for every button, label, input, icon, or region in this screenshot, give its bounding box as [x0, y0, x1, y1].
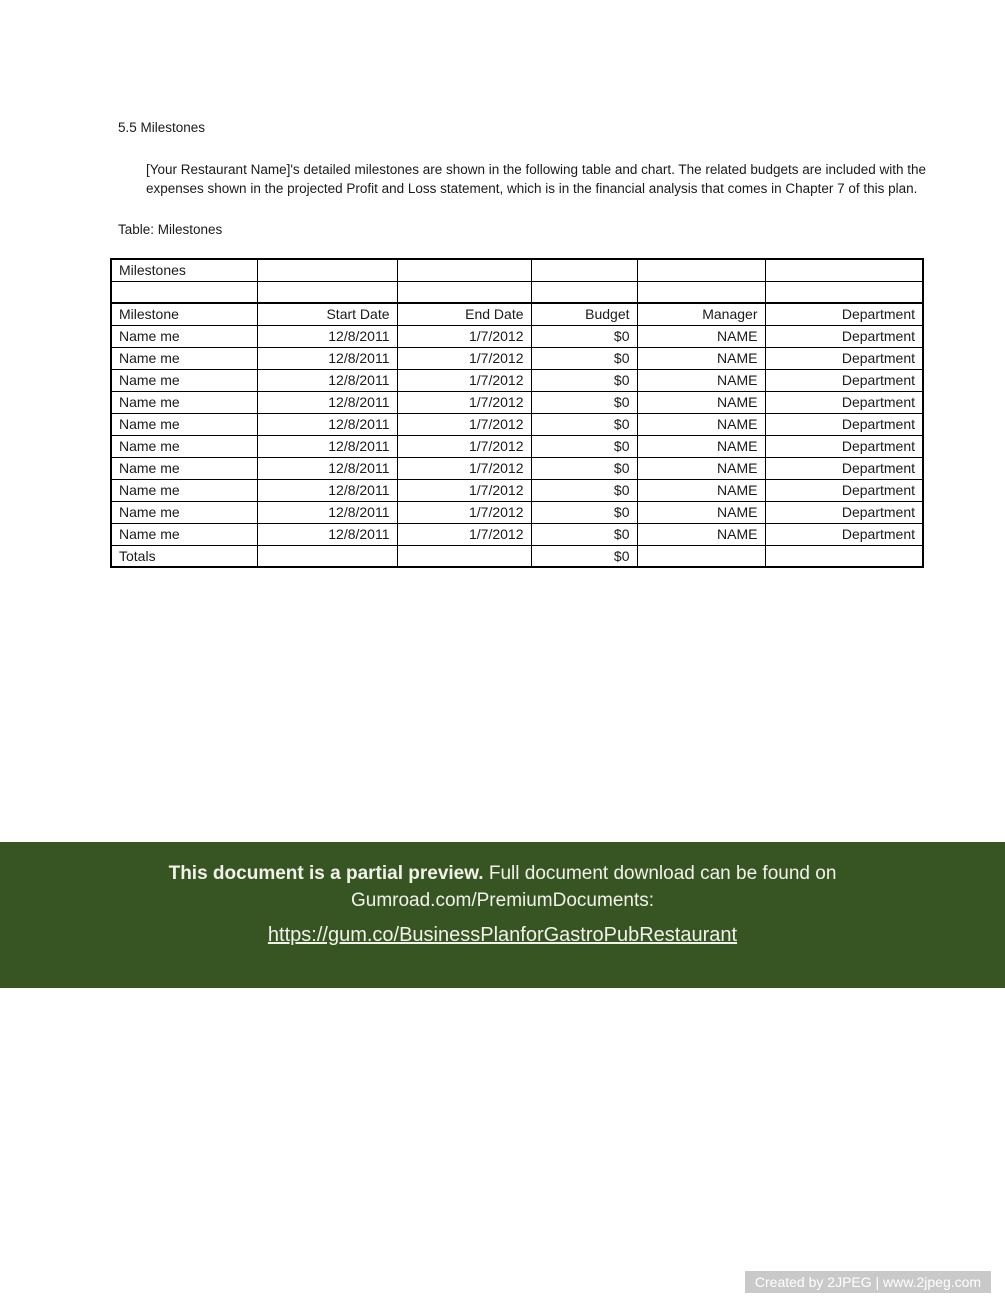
table-cell: NAME [637, 435, 765, 457]
table-cell: 12/8/2011 [257, 435, 397, 457]
table-cell: Department [765, 369, 923, 391]
table-header-row [111, 303, 923, 325]
table-cell: 1/7/2012 [397, 347, 531, 369]
table-row [111, 391, 923, 413]
table-cell: NAME [637, 479, 765, 501]
table-cell: Department [765, 523, 923, 545]
column-header: Manager [637, 303, 765, 325]
table-cell: $0 [531, 413, 637, 435]
table-cell: Department [765, 391, 923, 413]
table-empty-cell [765, 259, 923, 281]
table-row [111, 501, 923, 523]
table-cell: Name me [111, 347, 257, 369]
table-row [111, 369, 923, 391]
table-cell: 12/8/2011 [257, 501, 397, 523]
table-row [111, 457, 923, 479]
table-cell: Name me [111, 369, 257, 391]
table-cell: $0 [531, 347, 637, 369]
table-cell: 12/8/2011 [257, 347, 397, 369]
table-empty-cell [765, 281, 923, 303]
table-cell: NAME [637, 501, 765, 523]
table-cell: $0 [531, 325, 637, 347]
table-cell: NAME [637, 413, 765, 435]
table-row [111, 347, 923, 369]
table-cell: 1/7/2012 [397, 391, 531, 413]
table-cell: 1/7/2012 [397, 501, 531, 523]
table-row [111, 325, 923, 347]
table-cell: Name me [111, 501, 257, 523]
table-row [111, 435, 923, 457]
table-cell: Name me [111, 325, 257, 347]
table-cell: Department [765, 479, 923, 501]
table-cell: 12/8/2011 [257, 457, 397, 479]
table-empty-cell [765, 545, 923, 567]
column-header: Budget [531, 303, 637, 325]
table-empty-cell [111, 281, 257, 303]
table-cell: Department [765, 435, 923, 457]
table-cell: Name me [111, 523, 257, 545]
table-spacer-row [111, 281, 923, 303]
milestones-table [110, 258, 924, 568]
table-row [111, 523, 923, 545]
intro-paragraph: [Your Restaurant Name]'s detailed milestones are shown in the following table and chart. The related budgets are included with the expenses shown in the projected Profit and Loss statement, which is in the financial analysis that comes in Chapter 7 of this plan. [146, 162, 927, 196]
column-header: End Date [397, 303, 531, 325]
table-cell: 12/8/2011 [257, 369, 397, 391]
table-totals-row [111, 545, 923, 567]
table-cell: $0 [531, 501, 637, 523]
table-cell: 12/8/2011 [257, 413, 397, 435]
table-cell: 1/7/2012 [397, 457, 531, 479]
table-cell: 12/8/2011 [257, 479, 397, 501]
table-row [111, 479, 923, 501]
banner-text [78, 860, 928, 914]
table-cell: 12/8/2011 [257, 391, 397, 413]
table-cell: Department [765, 501, 923, 523]
banner-bold-text: This document is a partial preview. [168, 863, 484, 884]
table-empty-cell [637, 545, 765, 567]
table-cell: $0 [531, 369, 637, 391]
table-cell: $0 [531, 391, 637, 413]
table-cell: 1/7/2012 [397, 435, 531, 457]
preview-banner [0, 842, 1005, 988]
table-empty-cell [257, 259, 397, 281]
table-empty-cell [531, 281, 637, 303]
table-cell: 1/7/2012 [397, 479, 531, 501]
table-cell: $0 [531, 523, 637, 545]
table-empty-cell [397, 259, 531, 281]
column-header: Milestone [111, 303, 257, 325]
banner-link-line [0, 924, 1005, 947]
watermark: Created by 2JPEG | www.2jpeg.com [745, 1271, 991, 1293]
section-heading: 5.5 Milestones [118, 120, 206, 135]
table-row [111, 413, 923, 435]
table-cell: 1/7/2012 [397, 413, 531, 435]
table-empty-cell [637, 281, 765, 303]
gumroad-link[interactable]: https://gum.co/BusinessPlanforGastroPubRestaurant [267, 924, 738, 946]
table-cell: 1/7/2012 [397, 325, 531, 347]
column-header: Start Date [257, 303, 397, 325]
table-empty-cell [257, 545, 397, 567]
table-cell: NAME [637, 347, 765, 369]
table-cell: Name me [111, 435, 257, 457]
table-cell: Department [765, 325, 923, 347]
table-cell: NAME [637, 391, 765, 413]
table-empty-cell [531, 259, 637, 281]
column-header: Department [765, 303, 923, 325]
table-cell: 1/7/2012 [397, 523, 531, 545]
table-cell: Name me [111, 457, 257, 479]
table-caption: Table: Milestones [118, 222, 223, 237]
table-cell: $0 [531, 457, 637, 479]
table-title-cell: Milestones [111, 259, 257, 281]
table-cell: Department [765, 413, 923, 435]
table-cell: Department [765, 457, 923, 479]
table-cell: Name me [111, 413, 257, 435]
table-cell: NAME [637, 457, 765, 479]
table-empty-cell [257, 281, 397, 303]
banner-regular-text: Full document download can be found on Gumroad.com/PremiumDocuments: [350, 863, 837, 911]
table-title-row [111, 259, 923, 281]
table-cell: 1/7/2012 [397, 369, 531, 391]
table-cell: NAME [637, 523, 765, 545]
table-cell: NAME [637, 325, 765, 347]
table-empty-cell [397, 545, 531, 567]
table-cell: Name me [111, 479, 257, 501]
table-empty-cell [397, 281, 531, 303]
table-cell: Name me [111, 391, 257, 413]
table-empty-cell [637, 259, 765, 281]
table-cell: $0 [531, 435, 637, 457]
totals-budget-cell: $0 [531, 545, 637, 567]
totals-label-cell: Totals [111, 545, 257, 567]
table-cell: $0 [531, 479, 637, 501]
table-cell: 12/8/2011 [257, 523, 397, 545]
table-cell: Department [765, 347, 923, 369]
table-cell: NAME [637, 369, 765, 391]
table-cell: 12/8/2011 [257, 325, 397, 347]
